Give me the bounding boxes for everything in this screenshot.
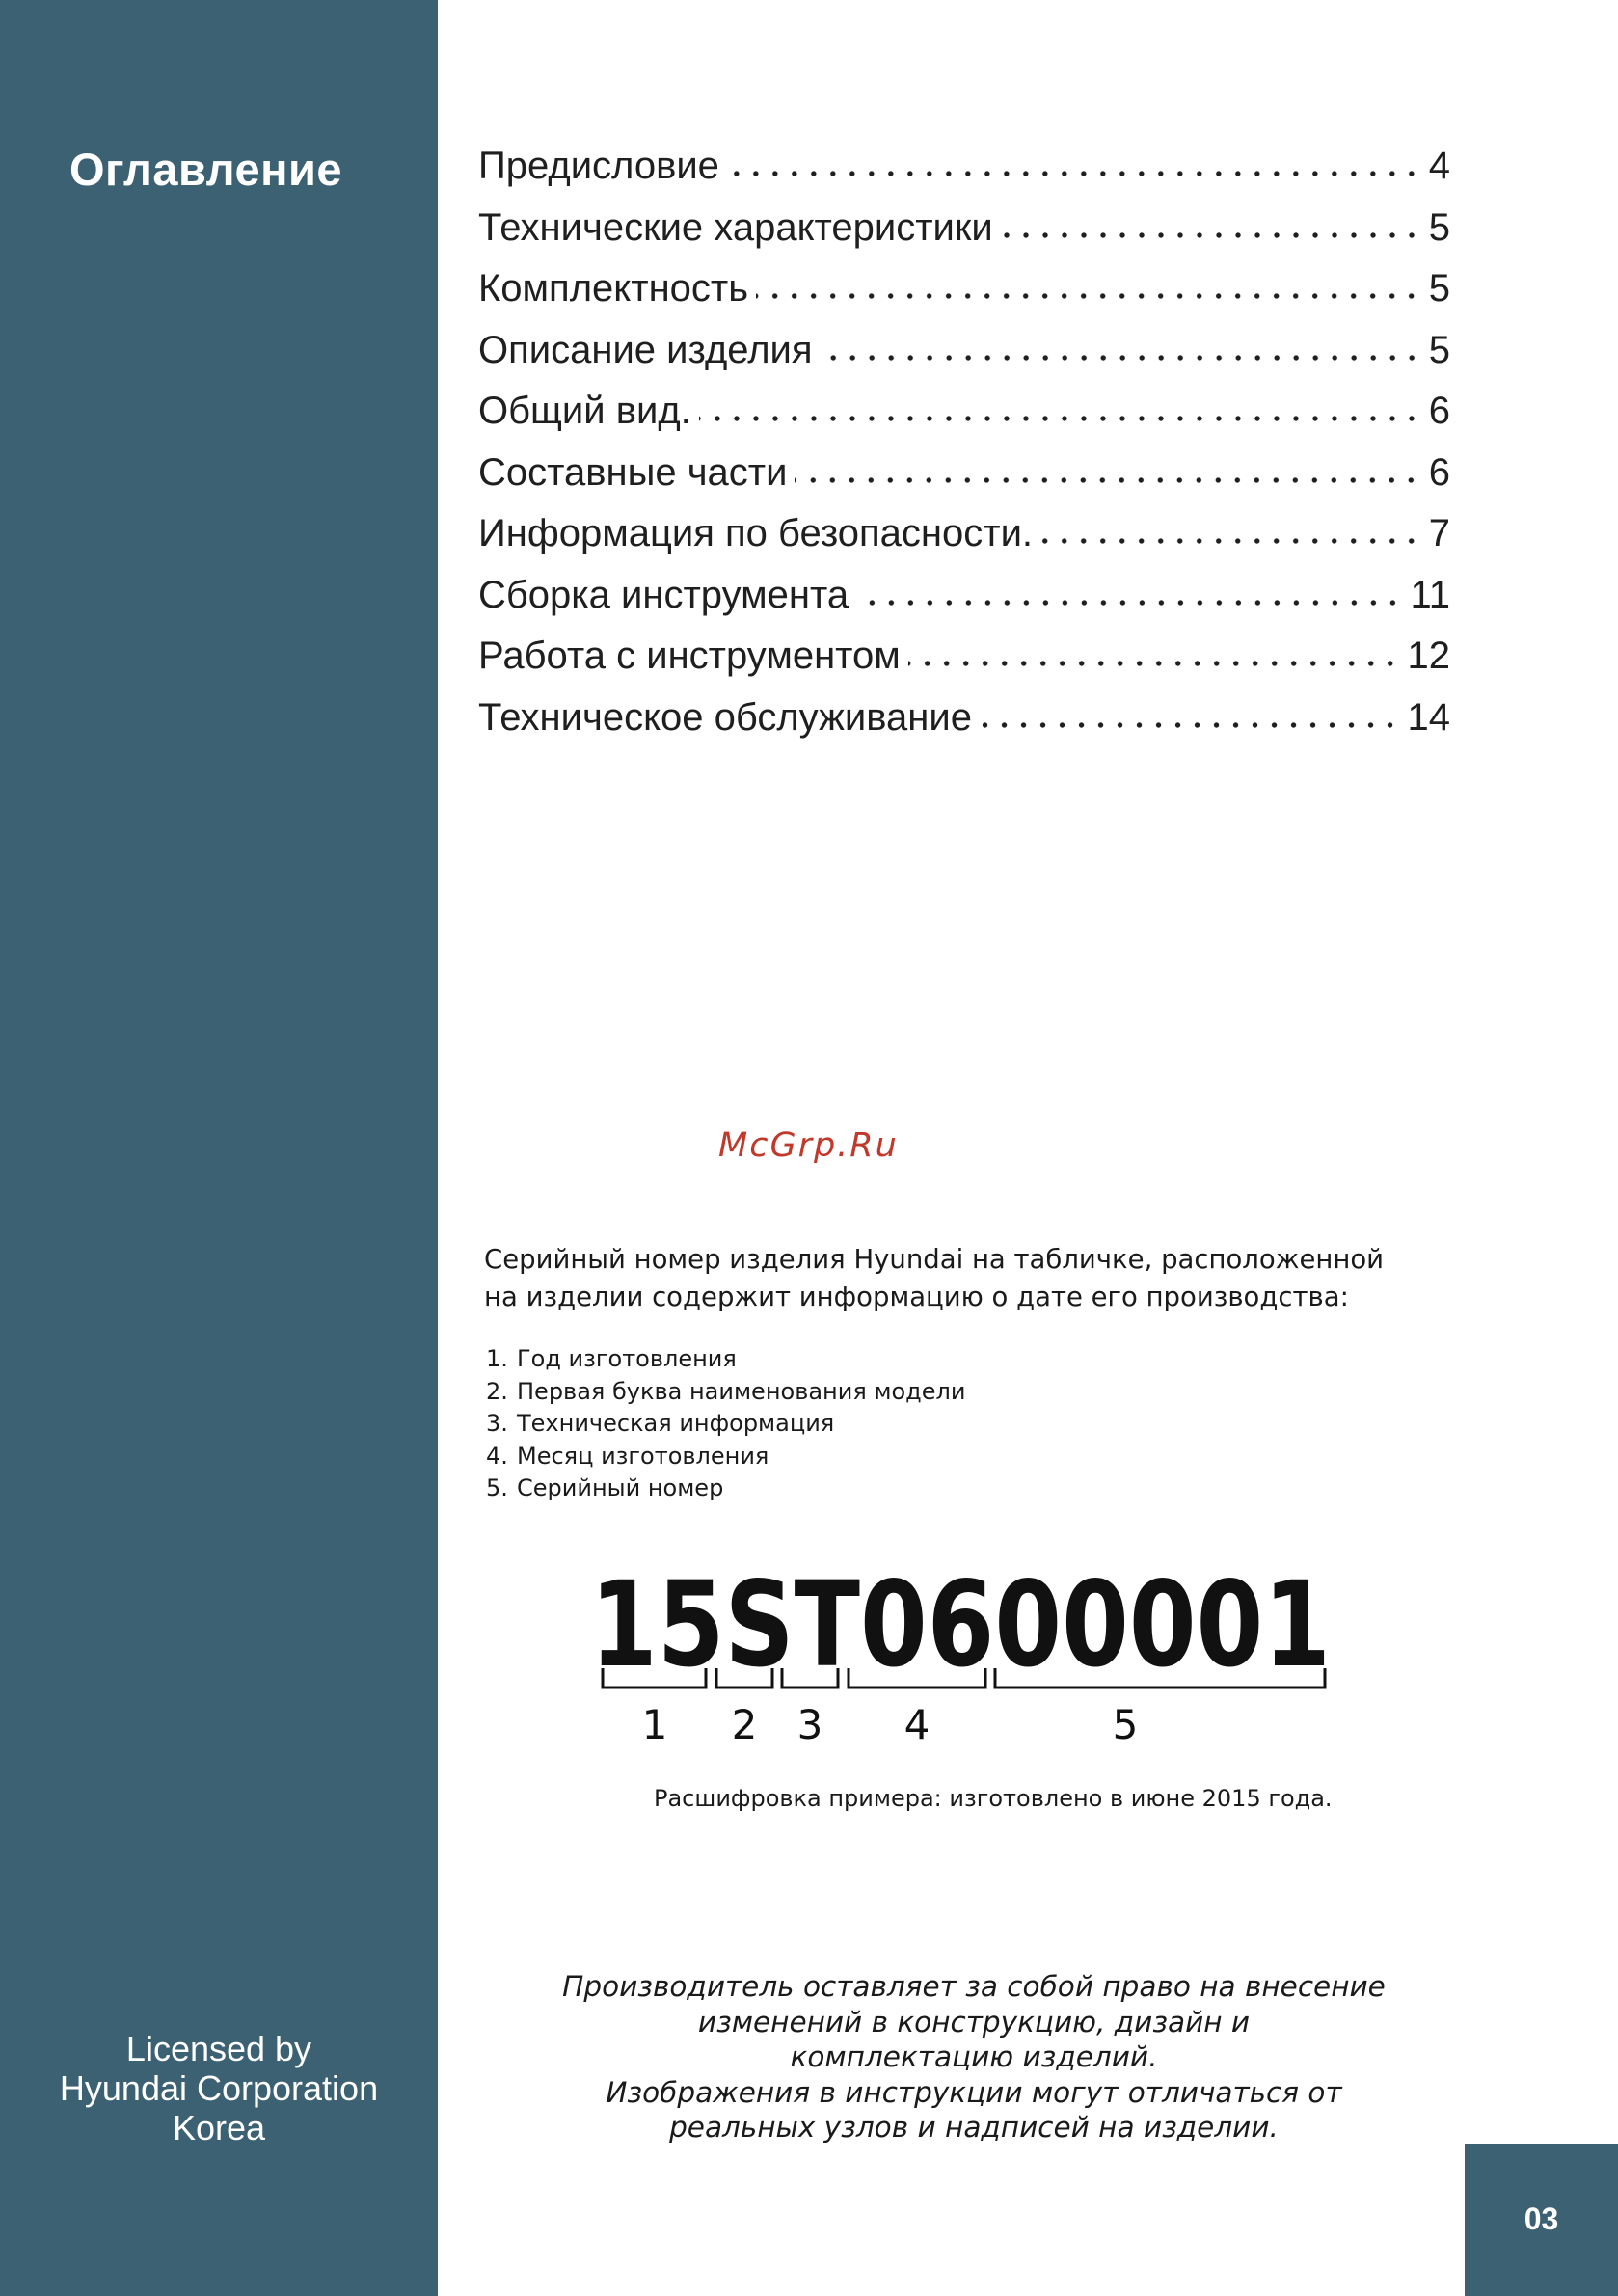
- toc-entry-page: 5: [1428, 205, 1450, 249]
- disclaimer-line: Изображения в инструкции могут отличаться от: [606, 2075, 1342, 2109]
- serial-intro-line: Серийный номер изделия Hyundai на табличке, расположенной: [484, 1244, 1385, 1275]
- toc-entry[interactable]: [478, 206, 1450, 268]
- list-item: [486, 1441, 965, 1473]
- toc-entry-label: Сборка инструмента: [478, 573, 849, 616]
- toc-entry-label: Составные части: [478, 450, 788, 494]
- toc-entry-page: 7: [1428, 512, 1450, 554]
- toc-entry-page: 4: [1428, 145, 1450, 187]
- toc-entry-page: 6: [1428, 390, 1450, 432]
- toc-entry-label: Описание изделия: [478, 328, 813, 371]
- toc-entry[interactable]: [478, 574, 1450, 635]
- sidebar: [0, 0, 438, 2296]
- toc-entry[interactable]: [478, 451, 1450, 513]
- toc-entry-page: 12: [1407, 635, 1450, 677]
- toc-leader-dots: [699, 414, 1421, 423]
- segment-label: 2: [731, 1701, 758, 1748]
- toc-entry[interactable]: [478, 512, 1450, 574]
- license-line: Licensed by: [125, 2029, 312, 2068]
- list-item: [486, 1343, 965, 1376]
- sidebar-title: Оглавление: [69, 144, 343, 195]
- page-number: 03: [1524, 2201, 1559, 2236]
- toc-leader-dots: [756, 291, 1421, 301]
- watermark: McGrp.Ru: [718, 1126, 899, 1165]
- serial-number-svg: [590, 1553, 1333, 1755]
- toc-entry[interactable]: [478, 145, 1450, 206]
- list-item-text: Год изготовления: [517, 1345, 737, 1372]
- toc-entry[interactable]: [478, 329, 1450, 391]
- segment-label: 3: [796, 1701, 823, 1748]
- toc-leader-dots: [727, 169, 1421, 178]
- list-item: [486, 1408, 965, 1441]
- toc-leader-dots: [908, 659, 1400, 668]
- serial-number-example: 15ST0600001: [590, 1556, 1331, 1693]
- license-text: [0, 2029, 438, 2147]
- license-line: Hyundai Corporation: [59, 2068, 379, 2108]
- serial-intro: [484, 1241, 1410, 1316]
- segment-label: 1: [641, 1701, 668, 1748]
- toc-entry-label: Техническое обслуживание: [478, 695, 972, 739]
- license-line: Korea: [172, 2108, 266, 2147]
- toc-entry-page: 5: [1428, 267, 1450, 310]
- toc-entry-label: Работа с инструментом: [478, 635, 901, 677]
- list-item: [486, 1376, 965, 1409]
- list-item-number: 5.: [486, 1474, 508, 1501]
- serial-intro-line: на изделии содержит информацию о дате его производства:: [484, 1282, 1349, 1312]
- toc-entry-page: 5: [1428, 328, 1450, 371]
- segment-label: 5: [1112, 1701, 1139, 1748]
- toc-entry[interactable]: [478, 390, 1450, 451]
- toc-entry-page: 14: [1407, 695, 1450, 739]
- page-number-box: [1465, 2144, 1618, 2296]
- toc-entry[interactable]: [478, 696, 1450, 758]
- disclaimer-line: Производитель оставляет за собой право на внесение: [562, 1970, 1386, 2003]
- toc-leader-dots: [821, 353, 1421, 363]
- toc-leader-dots: [795, 475, 1420, 485]
- list-item-number: 1.: [486, 1345, 508, 1372]
- list-item-number: 2.: [486, 1377, 508, 1405]
- list-item-number: 3.: [486, 1410, 508, 1437]
- toc-leader-dots: [856, 598, 1402, 608]
- list-item-text: Серийный номер: [517, 1474, 724, 1501]
- disclaimer-line: реальных узлов и надписей на изделии.: [669, 2111, 1279, 2144]
- table-of-contents: [478, 145, 1450, 757]
- toc-entry-label: Общий вид.: [478, 390, 691, 432]
- list-item-text: Техническая информация: [517, 1410, 835, 1437]
- disclaimer-line: комплектацию изделий.: [790, 2040, 1158, 2073]
- toc-entry[interactable]: [478, 267, 1450, 329]
- toc-entry-page: 6: [1428, 450, 1450, 494]
- list-item: [486, 1472, 965, 1505]
- toc-leader-dots: [1040, 536, 1421, 546]
- toc-entry-label: Комплектность: [478, 267, 749, 310]
- disclaimer: [540, 1969, 1408, 2146]
- toc-entry-label: Информация по безопасности.: [478, 512, 1034, 554]
- list-item-number: 4.: [486, 1442, 508, 1470]
- list-item-text: Месяц изготовления: [517, 1442, 769, 1470]
- toc-entry-label: Технические характеристики: [478, 205, 993, 249]
- serial-number-diagram: [590, 1553, 1333, 1755]
- decode-example: Расшифровка примера: изготовлено в июне 2015 года.: [654, 1785, 1333, 1812]
- serial-legend-list: [486, 1343, 965, 1505]
- toc-entry[interactable]: [478, 635, 1450, 696]
- list-item-text: Первая буква наименования модели: [517, 1377, 966, 1405]
- toc-entry-page: 11: [1410, 573, 1450, 616]
- toc-leader-dots: [1001, 230, 1421, 240]
- toc-entry-label: Предисловие: [478, 145, 719, 187]
- toc-leader-dots: [980, 720, 1400, 730]
- segment-label: 4: [903, 1701, 930, 1748]
- disclaimer-line: изменений в конструкцию, дизайн и: [697, 2005, 1251, 2039]
